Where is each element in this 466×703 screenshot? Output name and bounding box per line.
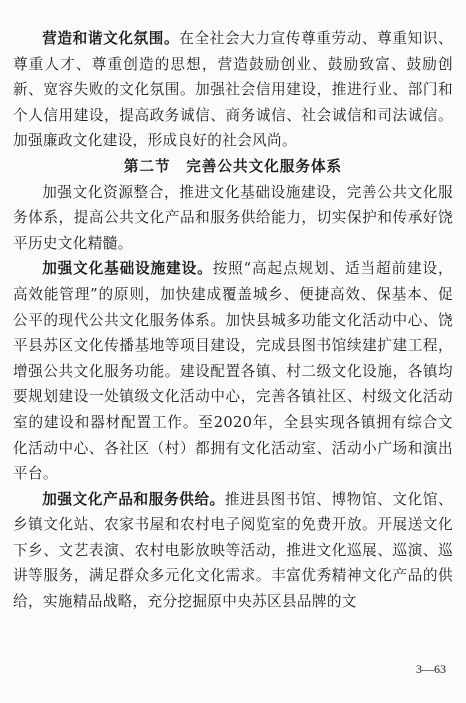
page-body [13,26,453,615]
section-heading: 第二节 完善公共文化服务体系 [123,157,343,175]
paragraph-lead: 加强文化产品和服务供给。 [42,490,225,508]
page-number: 3—63 [416,662,446,676]
paragraph-lead: 加强文化基础设施建设。 [42,260,213,278]
paragraph-section-intro [13,180,453,257]
paragraph-body: 按照“高起点规划、适当超前建设，高效能管理”的原则，加快建成覆盖城乡、便捷高效、保基本、促公平的现代公共文化服务体系。加快县城多功能文化活动中心、饶平县苏区文化传播基地等项目建设，完成县图书馆续建扩建工程，增强公共文化服务功能。建设配置各镇、村二级文化设施，各镇均要规划建设一处镇级文化活动中心，完善各镇社区、村级文化活动室的建设和器材配置工作。至2020年，全县实现各镇拥有综合文化活动中心、各社区（村）都拥有文化活动室、活动小广场和演出平台。 [13,260,453,483]
paragraph-infrastructure [13,256,453,486]
paragraph-products-services [13,487,453,615]
paragraph-body: 推进县图书馆、博物馆、文化馆、乡镇文化站、农家书屋和农村电子阅览室的免费开放。开展送文化下乡、文艺表演、农村电影放映等活动，推进文化巡展、巡演、巡讲等服务，满足群众多元化文化需求。丰富优秀精神文化产品的供给，实施精品战略，充分挖掘原中央苏区县品牌的文 [13,490,453,611]
paragraph-cultural-atmosphere [13,26,453,154]
paragraph-body: 在全社会大力宣传尊重劳动、尊重知识、尊重人才、尊重创造的思想，营造鼓励创业、鼓励致富、鼓励创新、宽容失败的文化氛围。加强社会信用建设，推进行业、部门和个人信用建设，提高政务诚信、商务诚信、社会诚信和司法诚信。加强廉政文化建设，形成良好的社会风尚。 [13,30,453,150]
paragraph-lead: 营造和谐文化氛围。 [42,30,180,47]
paragraph-body: 加强文化资源整合，推进文化基础设施建设，完善公共文化服务体系，提高公共文化产品和服务供给能力，切实保护和传承好饶平历史文化精髓。 [13,183,453,252]
